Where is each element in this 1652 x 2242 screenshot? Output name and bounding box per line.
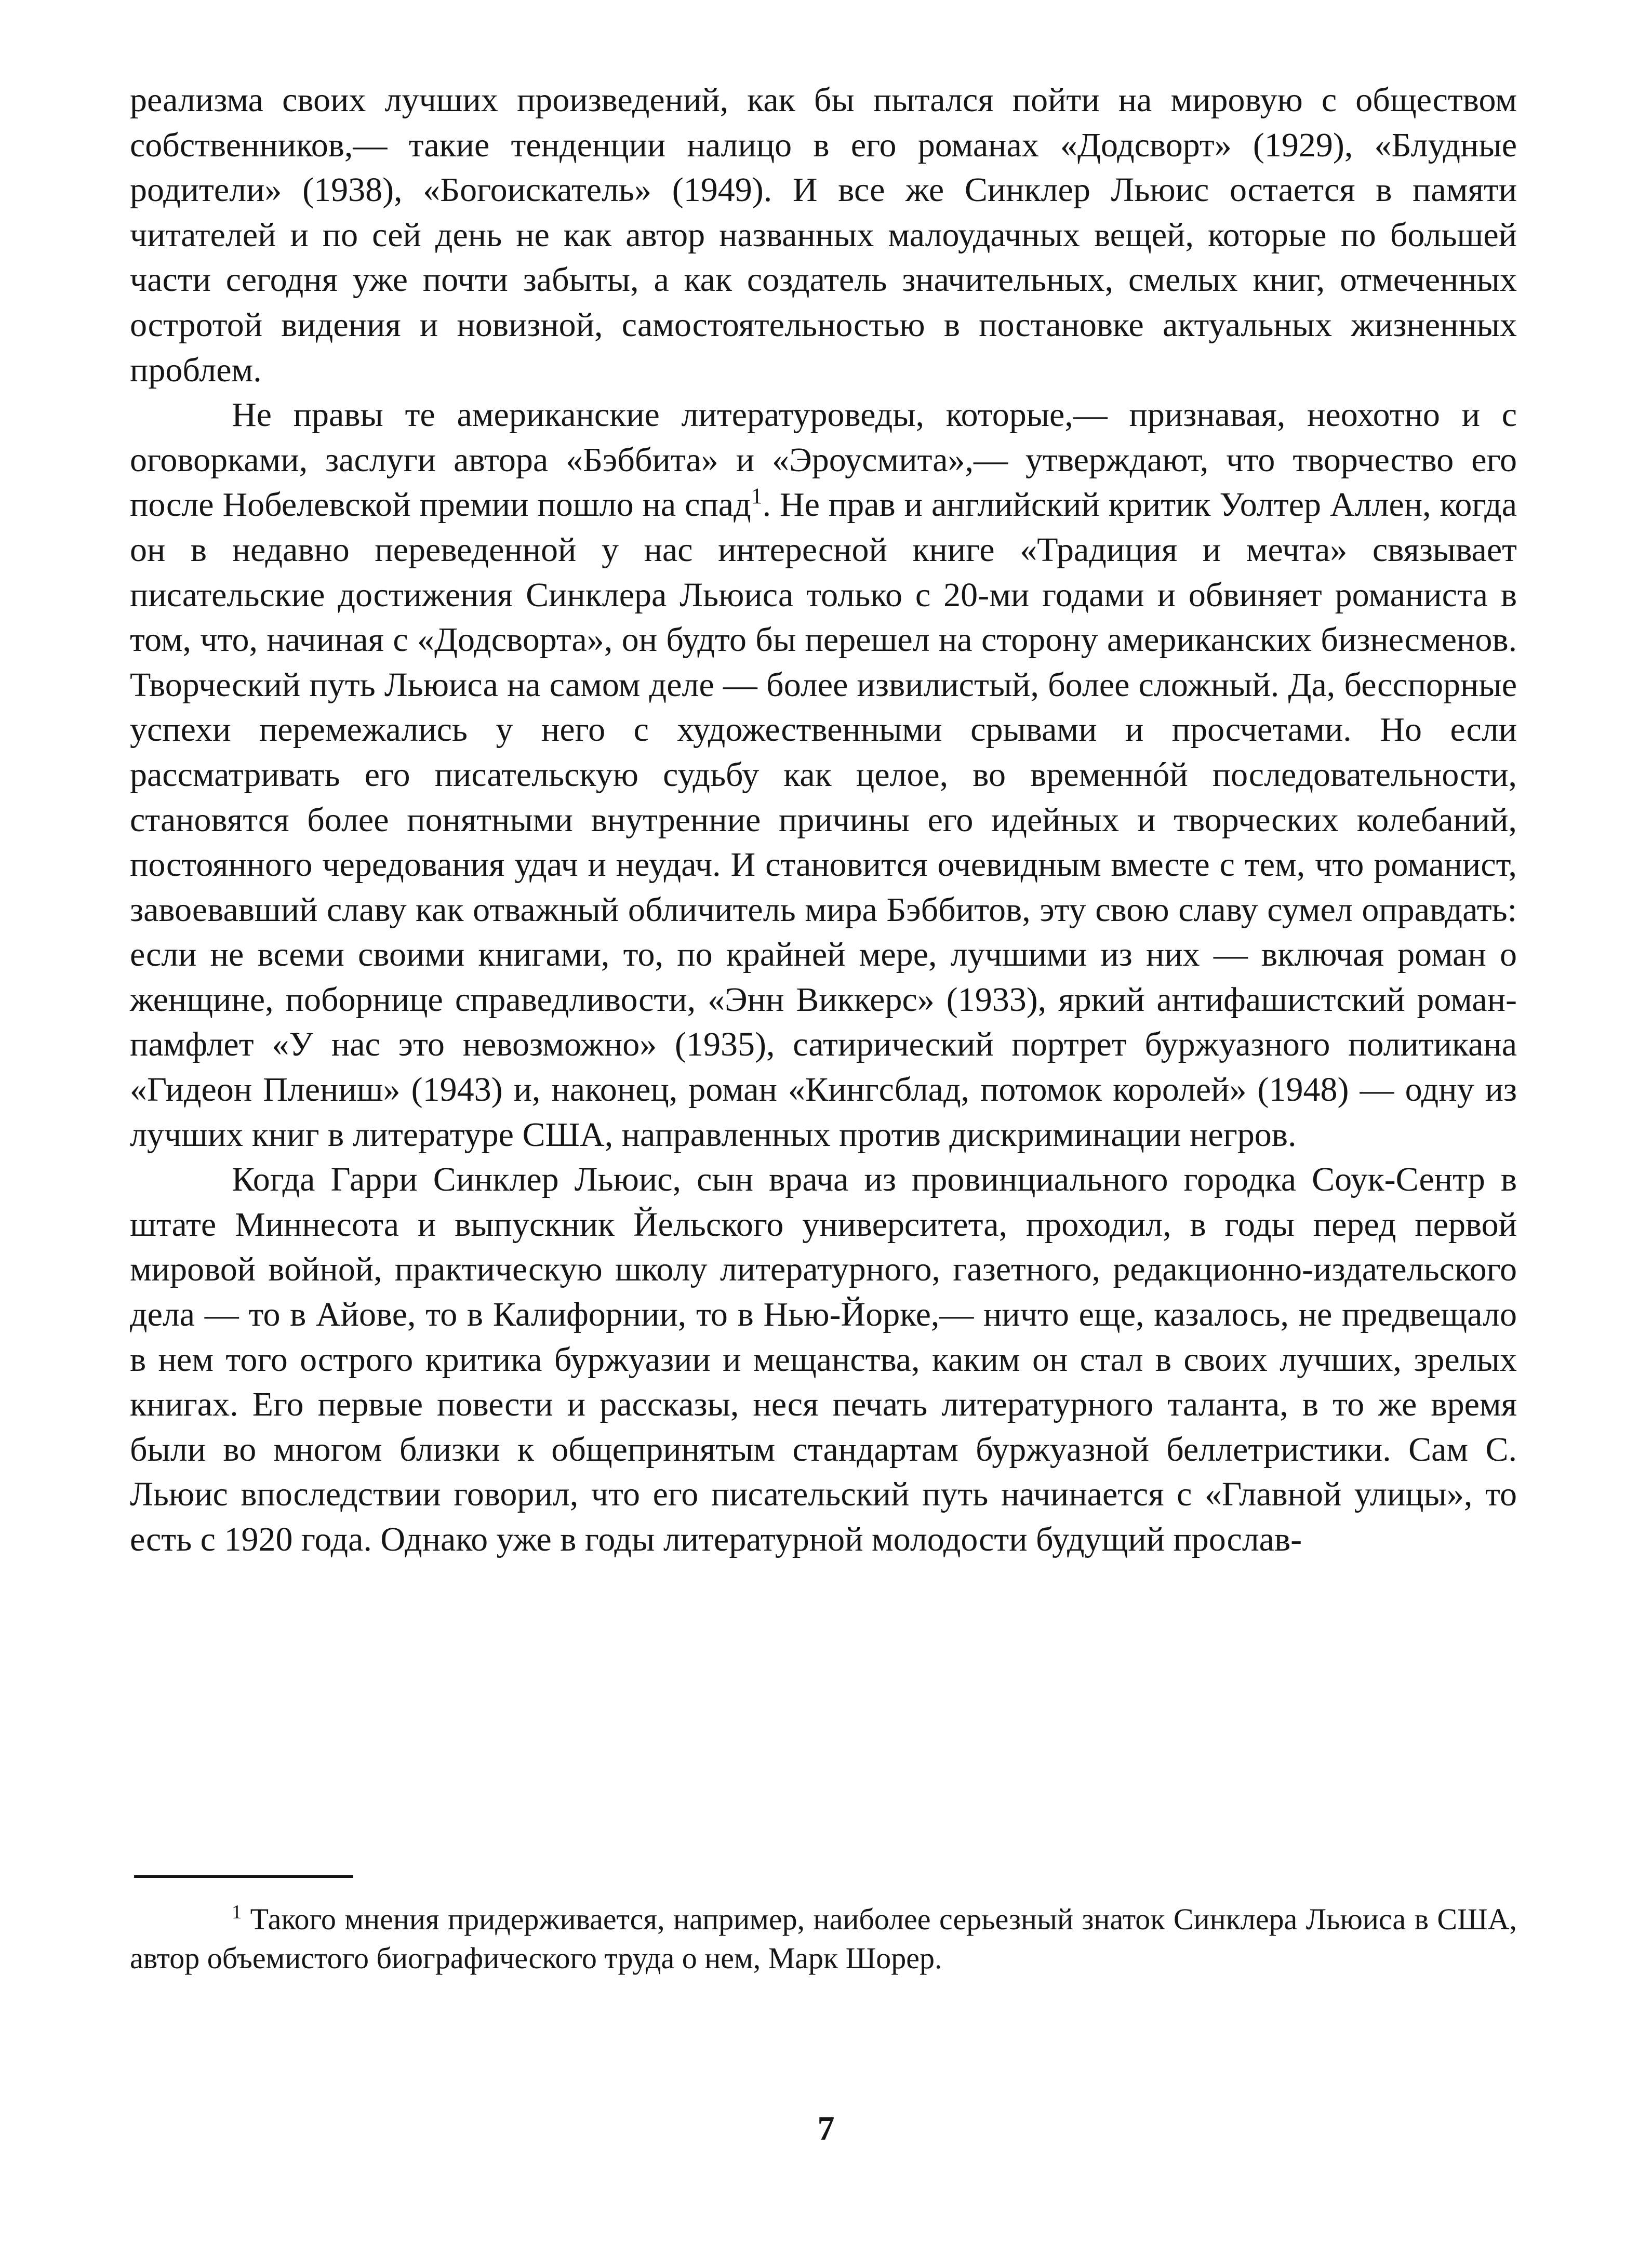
paragraph-3	[130, 1157, 1517, 1562]
paragraph-1	[130, 78, 1517, 393]
footnote-divider	[134, 1875, 353, 1878]
paragraph-2	[130, 393, 1517, 1157]
paragraph-2-text-end: . Не прав и английский критик Уолтер Аллен, когда он в недавно переведенной у нас интересной книге «Традиция и мечта» связывает писательские достижения Синклера Льюиса только с 20-ми годами и обвиняет романиста в том, что, начиная с «Додсворта», он будто бы перешел на сторону американских бизнесменов. Творческий путь Льюиса на самом деле — более извилистый, более сложный. Да, бесспорные успехи перемежались у него с художественными срывами и просчетами. Но если рассматривать его писательскую судьбу как целое, во временнóй последовательности, становятся более понятными внутренние причины его идейных и творческих колебаний, постоянного чередования удач и неудач. И становится очевидным вместе с тем, что романист, завоевавший славу как отважный обличитель мира Бэббитов, эту свою славу сумел оправдать: если не всеми своими книгами, то, по крайней мере, лучшими из них — включая роман о женщине, поборнице справедливости, «Энн Виккерс» (1933), яркий антифашистский роман-памфлет «У нас это невозможно» (1935), сатирический портрет буржуазного политикана «Гидеон Плениш» (1943) и, наконец, роман «Кингсблад, потомок королей» (1948) — одну из лучших книг в литературе США, направленных против дискриминации негров.	[130, 486, 1517, 1154]
paragraph-2-text-start: Не правы те американские литературоведы, которые,— признавая, неохотно и с оговорками, заслуги автора «Бэббита» и «Эроусмита»,— утверждают, что творчество его после Нобелевской премии пошло на спад	[130, 396, 1517, 524]
page-number: 7	[817, 2110, 835, 2147]
main-text	[130, 78, 1517, 1563]
paragraph-1-text: реализма своих лучших произведений, как бы пытался пойти на мировую с обществом собственников,— такие тенденции налицо в его романах «Додсворт» (1929), «Блудные родители» (1938), «Богоискатель» (1949). И все же Синклер Льюис остается в памяти читателей и по сей день не как автор названных малоудачных вещей, которые по большей части сегодня уже почти забыты, а как создатель значительных, смелых книг, отмеченных остротой видения и новизной, самостоятельностью в постановке актуальных жизненных проблем.	[130, 81, 1517, 389]
footnote-text: Такого мнения придерживается, например, наиболее серьезный знаток Синклера Льюиса в США, автор объемистого биографического труда о нем, Марк Шорер.	[130, 1902, 1517, 1975]
paragraph-3-text: Когда Гарри Синклер Льюис, сын врача из провинциального городка Соук-Сентр в штате Миннесота и выпускник Йельского университета, проходил, в годы перед первой мировой войной, практическую школу литературного, газетного, редакционно-издательского дела — то в Айове, то в Калифорнии, то в Нью-Йорке,— ничто еще, казалось, не предвещало в нем того острого критика буржуазии и мещанства, каким он стал в своих лучших, зрелых книгах. Его первые повести и рассказы, неся печать литературного таланта, в то же время были во многом близки к общепринятым стандартам буржуазной беллетристики. Сам С. Льюис впоследствии говорил, что его писательский путь начинается с «Главной улицы», то есть с 1920 года. Однако уже в годы литературной молодости будущий прослав-	[130, 1160, 1517, 1558]
footnote-reference[interactable]: 1	[751, 484, 763, 509]
footnote-marker: 1	[232, 1901, 242, 1923]
footnote	[130, 1900, 1517, 1978]
